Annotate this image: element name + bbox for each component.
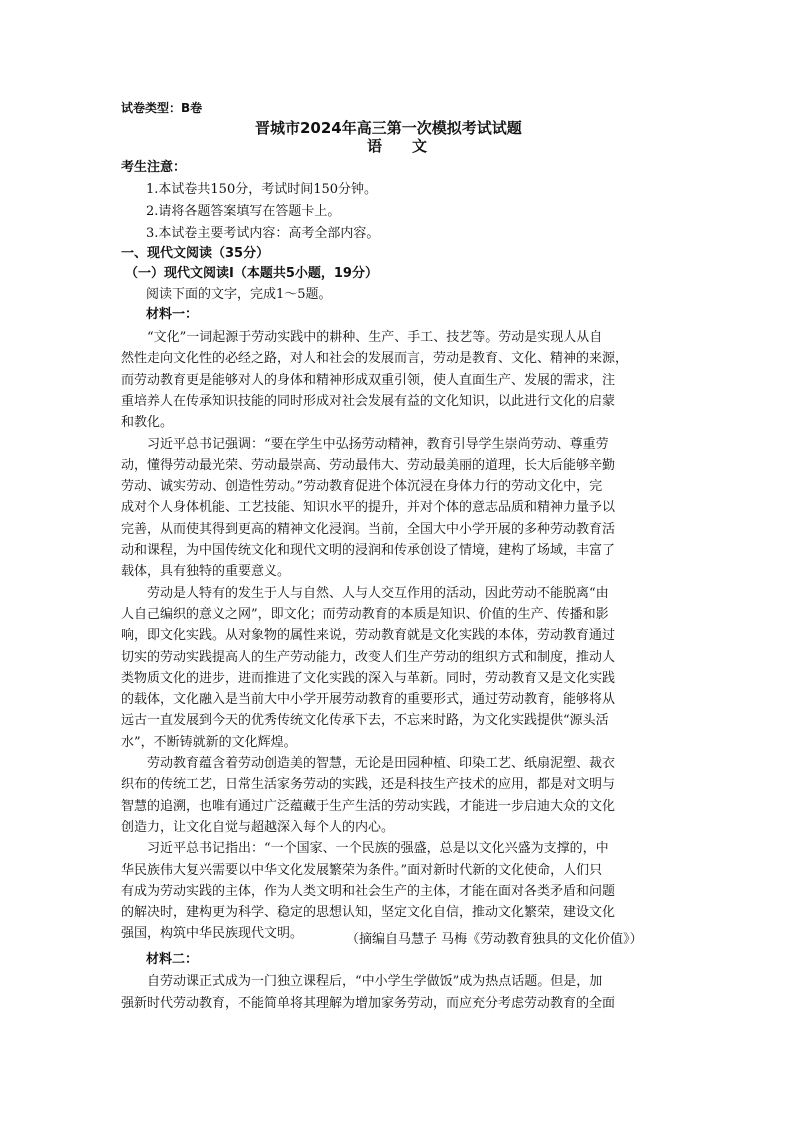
text-line: 习近平总书记强调：“要在学生中弘扬劳动精神，教育引导学生崇尚劳动、尊重劳 [147,437,609,452]
material-label: 材料二： [146,952,199,967]
text-line: 的解决时，建构更为科学、稳定的思想认知，坚定文化自信，推动文化繁荣，建设文化 [121,905,616,920]
text-line: 而劳动教育更是能够对人的身体和精神形成双重引领，使人直面生产、发展的需求，注 [121,373,616,388]
text-line: 织布的传统工艺，日常生活家务劳动的实践，还是科技生产技术的应用，都是对文明与 [121,777,616,792]
notice-item: 2.请将各题答案填写在答题卡上。 [146,204,341,219]
text-line: 的载体，文化融入是当前大中小学开展劳动教育的重要形式，通过劳动教育，能够将从 [121,692,616,707]
notice-heading: 考生注意： [121,160,187,175]
text-line: 水”，不断铸就新的文化辉煌。 [121,735,297,750]
text-line: 劳动、诚实劳动、创造性劳动。”劳动教育促进个体沉浸在身体力行的劳动文化中，完 [121,479,603,494]
text-line: 劳动是人特有的发生于人与自然、人与人交互作用的活动，因此劳动不能脱离“由 [147,586,609,601]
material-label: 材料一： [146,307,199,322]
subsection-heading: （一）现代文阅读Ⅰ（本题共5小题，19分） [125,266,378,281]
text-line: 强国，构筑中华民族现代文明。 [121,926,304,941]
text-line: 远古一直发展到今天的优秀传统文化传承下去，不忘来时路，为文化实践提供“源头活 [121,713,609,728]
text-line: “文化”一词起源于劳动实践中的耕种、生产、手工、技艺等。劳动是实现人从自 [147,330,603,345]
text-line: 自劳动课正式成为一门独立课程后，“中小学生学做饭”成为热点话题。但是，加 [147,974,603,989]
subject-title: 语 文 [367,137,428,155]
text-line: 华民族伟大复兴需要以中华文化发展繁荣为条件。”面对新时代新的文化使命，人们只 [121,863,603,878]
text-line: 类物质文化的进步，进而推进了文化实践的深入与革新。同时，劳动教育又是文化实践 [121,671,616,686]
material-source: （摘编自马慧子 马梅《劳动教育独具的文化价值》） [346,932,643,947]
reading-instruction: 阅读下面的文字，完成1～5题。 [146,287,332,302]
notice-item: 3.本试卷主要考试内容：高考全部内容。 [146,226,380,241]
text-line: 强新时代劳动教育，不能简单将其理解为增加家务劳动，而应充分考虑劳动教育的全面 [121,996,616,1011]
text-line: 重培养人在传承知识技能的同时形成对社会发展有益的文化知识，以此进行文化的启蒙 [121,394,616,409]
text-line: 载体，具有独特的重要意义。 [121,564,291,579]
text-line: 和教化。 [121,415,174,430]
text-line: 习近平总书记指出：“一个国家、一个民族的强盛，总是以文化兴盛为支撑的，中 [147,841,609,856]
section-heading: 一、现代文阅读（35分） [121,246,270,261]
text-line: 创造力，让文化自觉与超越深入每个人的内心。 [121,820,395,835]
text-line: 切实的劳动实践提高人的生产劳动能力，改变人们生产劳动的组织方式和制度，推动人 [121,650,616,665]
text-line: 完善，从而使其得到更高的精神文化浸润。当前，全国大中小学开展的多种劳动教育活 [121,522,616,537]
exam-title: 晋城市2024年高三第一次模拟考试试题 [255,119,522,137]
text-line: 然性走向文化性的必经之路，对人和社会的发展而言，劳动是教育、文化、精神的来源， [121,351,629,366]
notice-item: 1.本试卷共150分，考试时间150分钟。 [146,182,378,197]
paper-type: 试卷类型：B卷 [121,101,203,115]
text-line: 响，即文化实践。从对象物的属性来说，劳动教育就是文化实践的本体，劳动教育通过 [121,628,616,643]
text-line: 智慧的追溯，也唯有通过广泛蕴藏于生产生活的劳动实践，才能进一步启迪大众的文化 [121,799,616,814]
text-line: 有成为劳动实践的主体，作为人类文明和社会生产的主体，才能在面对各类矛盾和问题 [121,884,616,899]
text-line: 成对个人身体机能、工艺技能、知识水平的提升，并对个体的意志品质和精神力量予以 [121,500,616,515]
text-line: 动，懂得劳动最光荣、劳动最崇高、劳动最伟大、劳动最美丽的道理，长大后能够辛勤 [121,458,616,473]
text-line: 动和课程，为中国传统文化和现代文明的浸润和传承创设了情境，建构了场域，丰富了 [121,543,616,558]
text-line: 人自己编织的意义之网”，即文化；而劳动教育的本质是知识、价值的生产、传播和影 [121,607,609,622]
text-line: 劳动教育蕴含着劳动创造美的智慧，无论是田园种植、印染工艺、纸扇泥塑、裁衣 [147,756,616,771]
